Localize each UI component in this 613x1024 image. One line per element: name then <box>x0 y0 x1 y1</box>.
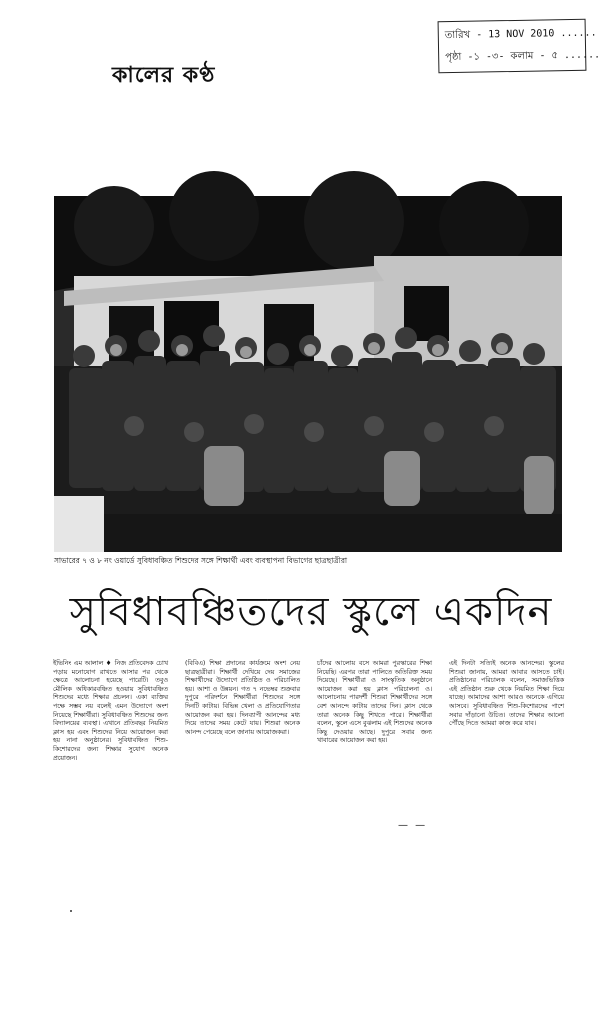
article-column-1 <box>53 660 168 763</box>
article-column-3 <box>317 660 432 746</box>
column-text: চাঁদের আলোয় বসে আমরা পুরস্কারের শিক্ষা নিয়েছি। এরপর তারা পালিতে অতিরিক্ত সময় দিয়েছে। শিক্ষার্থীরা ও সাংস্কৃতিক অনুষ্ঠানে আয়োজন করা হয় ক্লাস পরিচালনা ও। আলোচনায় পারদর্শী শিশুরা শিক্ষার্থীদের সঙ্গে বেশ আনন্দে কাটায় তাদের দিন। ক্লাস থেকে তারা অনেক কিছু শিখতে পারে। শিক্ষার্থীরা বলেন, স্কুলে এসে বুঝলাম এই শিশুদের অনেক কিছু দেওয়ার আছে। দুপুরে সবার জন্য খাবারের আয়োজন করা হয়। <box>317 660 432 745</box>
group-photo-image <box>54 196 562 552</box>
group-photo <box>54 196 562 552</box>
article-body <box>53 660 573 832</box>
column-text: (বিবিএ) শিক্ষা প্রদানের কার্যক্রমে অংশ নেয় ছাত্রছাত্রীরা। শিক্ষার্থী দেখিয়ে দেয় সমাজের শিক্ষার্থীদের উদ্যোগে প্রতিষ্ঠিত ও পরিচালিত হয়। আশা ও উন্নয়ন। গত ৭ নভেম্বর শুক্রবার দুপুরে পরিদর্শনে শিক্ষার্থীরা শিশুদের সঙ্গে দিনটি কাটায়। বিভিন্ন খেলা ও প্রতিযোগিতার আয়োজন করা হয়। দিনব্যাপী আনন্দের মধ্য দিয়ে তাদের সময় কেটে যায়। শিশুরা অনেক আনন্দ পেয়েছে বলে জানায় আয়োজকরা। <box>185 660 300 736</box>
stamp-page: পৃষ্ঠা -১ -৩- কলাম - ৫ ...... <box>445 49 601 64</box>
article-headline: সুবিধাবঞ্চিতদের স্কুলে একদিন <box>69 589 553 635</box>
archive-stamp <box>438 19 601 74</box>
column-text: এই দিনটা সত্যিই অনেক আনন্দের। স্কুলের শিশুরা জানায়, আমরা আবার আসতে চাই। প্রতিষ্ঠানের পরিচালক বলেন, সমাজভিত্তিক এই প্রতিষ্ঠান শুরু থেকে নিয়মিত শিক্ষা দিয়ে যাচ্ছে। আমাদের আশা আরও অনেকে এগিয়ে আসবে। সুবিধাবঞ্চিত শিশু-কিশোরদের পাশে সবার দাঁড়ানো উচিত। তাদের শিক্ষার আলো পৌঁছে দিতে আমরা কাজ করে যাব। <box>449 660 564 728</box>
article-column-4 <box>449 660 564 729</box>
photo-caption: সাভারের ৭ ও ৮ নং ওয়ার্ডে সুবিধাবঞ্চিত শিশুদের সঙ্গে শিক্ষার্থী এবং ব্যবস্থাপনা বিভাগের ছাত্রছাত্রীরা <box>54 556 348 565</box>
column-text: ইভিনিং এম আলাল ♦ নিজ প্রতিবেদক চোখ পড়ায় মনোযোগ রাখতে আসার পর থেকে ক্ষেত্রে আলোচনা হয়েছে পারেটি। তবুও মৌলিক অধিকারবঞ্চিত হওয়ায় সুবিধাবঞ্চিত শিশুদের মধ্যে শিক্ষার প্রচলন। একা ব্যক্তির পক্ষে সম্ভব নয় বলেই এমন উদ্যোগে অংশ নিয়েছে শিক্ষার্থীরা। সুবিধাবঞ্চিত শিশুদের জন্য বিদ্যালয়ের ব্যবস্থা। এখানে প্রতিবছর নিয়মিত ক্লাস হয় এবং শিশুদের নিয়ে আয়োজন করা হয় নানা অনুষ্ঠানের। সুবিধাবঞ্চিত শিশু-কিশোরদের জন্য শিক্ষার সুযোগ অনেক প্রয়োজন। <box>53 660 168 762</box>
newspaper-masthead: কালের কণ্ঠ <box>112 62 216 88</box>
scan-speck <box>70 910 72 912</box>
stamp-date: তারিখ - 13 NOV 2010 ...... <box>444 27 597 42</box>
article-column-2 <box>185 660 300 737</box>
article-end-mark: — — <box>398 820 428 831</box>
